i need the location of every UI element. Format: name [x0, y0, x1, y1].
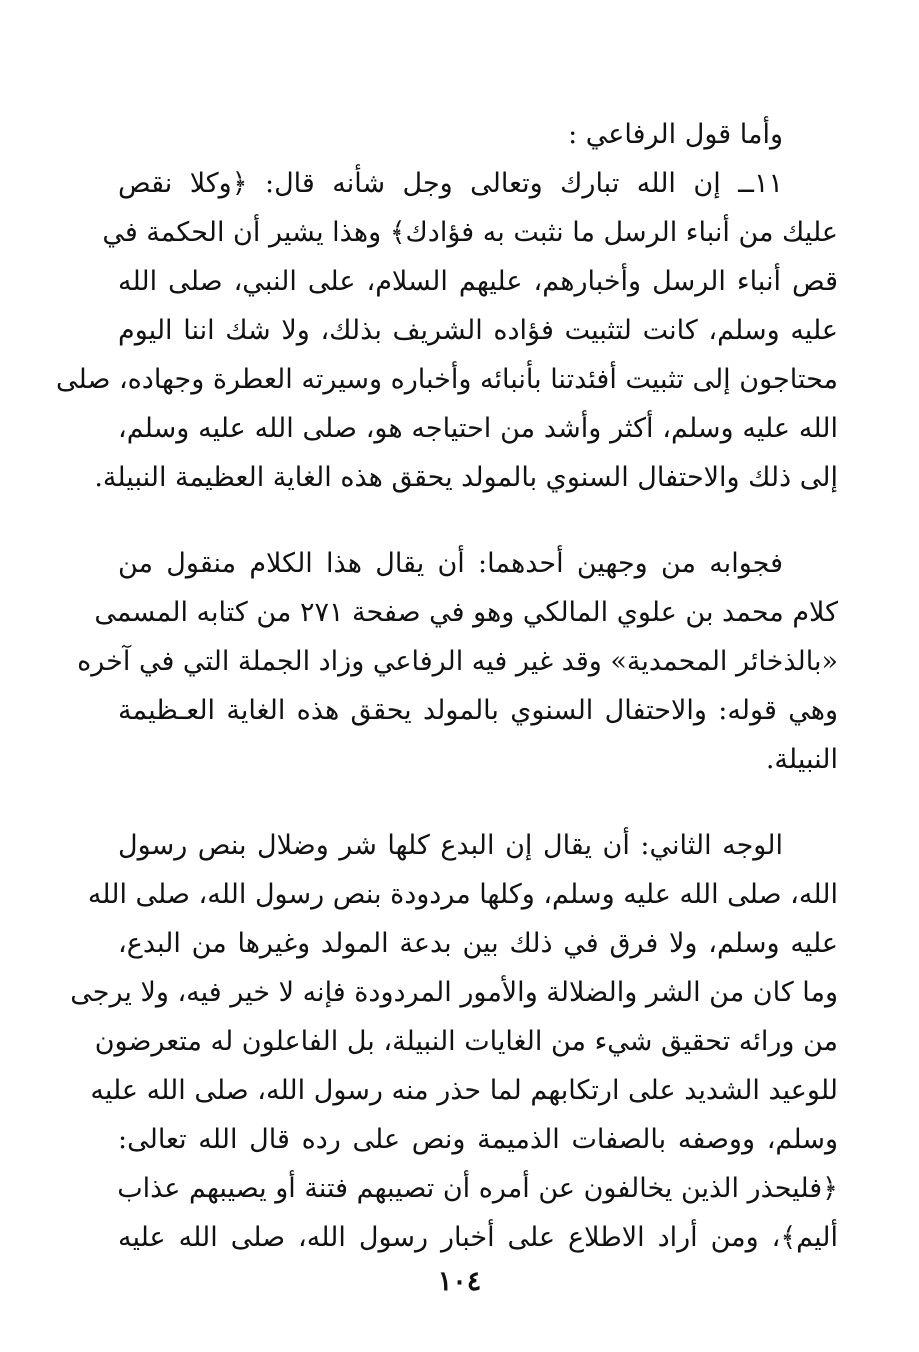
- text-line: وهي قوله: والاحتفال السنوي بالمولد يحقق هذه الغاية العـظيمة: [118, 695, 838, 726]
- text-line: عليه وسلم، كانت لتثبيت فؤاده الشريف بذلك، ولا شك اننا اليوم: [118, 315, 838, 346]
- page-number: ١٠٤: [437, 1266, 482, 1297]
- text-line: إلى ذلك والاحتفال السنوي بالمولد يحقق هذه الغاية العظيمة النبيلة.: [94, 462, 838, 493]
- text-line: الله، صلى الله عليه وسلم، وكلها مردودة بنص رسول الله، صلى الله: [87, 879, 838, 910]
- text-line: للوعيد الشديد على ارتكابهم لما حذر منه رسول الله، صلى الله عليه: [90, 1075, 838, 1106]
- text-line: أليم﴾، ومن أراد الاطلاع على أخبار رسول الله، صلى الله عليه: [118, 1222, 838, 1253]
- paragraph-2: [77, 539, 838, 784]
- text-line: فجوابه من وجهين أحدهما: أن يقال هذا الكلام منقول من: [118, 548, 783, 579]
- text-line: ﴿فليحذر الذين يخالفون عن أمره أن تصيبهم فتنة أو يصيبهم عذاب: [117, 1173, 838, 1204]
- text-line: «بالذخائر المحمدية» وقد غير فيه الرفاعي وزاد الجملة التي في آخره: [77, 646, 838, 677]
- text-line: من ورائه تحقيق شيء من الغايات النبيلة، بل الفاعلون له متعرضون: [94, 1026, 838, 1057]
- section-heading: وأما قول الرفاعي :: [568, 119, 783, 150]
- paragraph-1: [56, 159, 838, 502]
- text-line: قص أنباء الرسل وأخبارهم، عليهم السلام، على النبي، صلى الله: [118, 266, 838, 297]
- text-line: النبيلة.: [765, 744, 838, 775]
- text-line: محتاجون إلى تثبيت أفئدتنا بأنبائه وأخباره وسيرته العطرة وجهاده، صلى: [56, 364, 838, 395]
- text-line: عليه وسلم، ولا فرق في ذلك بين بدعة المولد وغيرها من البدع،: [118, 928, 838, 959]
- page-body: [56, 110, 838, 1262]
- text-line: ١١ــ إن الله تبارك وتعالى وجل شأنه قال: ﴿وكلا نقص: [118, 168, 783, 199]
- paragraph-gap: [118, 502, 838, 539]
- text-line: كلام محمد بن علوي المالكي وهو في صفحة ٢٧١ من كتابه المسمى: [94, 597, 838, 628]
- text-line: وسلم، ووصفه بالصفات الذميمة ونص على رده قال الله تعالى:: [118, 1124, 838, 1155]
- paragraph-3: [70, 821, 838, 1262]
- text-line: الوجه الثاني: أن يقال إن البدع كلها شر وضلال بنص رسول: [118, 830, 783, 861]
- paragraph-gap: [118, 784, 838, 821]
- text-line: وما كان من الشر والضلالة والأمور المردودة فإنه لا خير فيه، ولا يرجى: [70, 977, 838, 1008]
- text-line: عليك من أنباء الرسل ما نثبت به فؤادك﴾ وهذا يشير أن الحكمة في: [102, 217, 838, 248]
- text-line: الله عليه وسلم، أكثر وأشد من احتياجه هو، صلى الله عليه وسلم،: [118, 413, 838, 444]
